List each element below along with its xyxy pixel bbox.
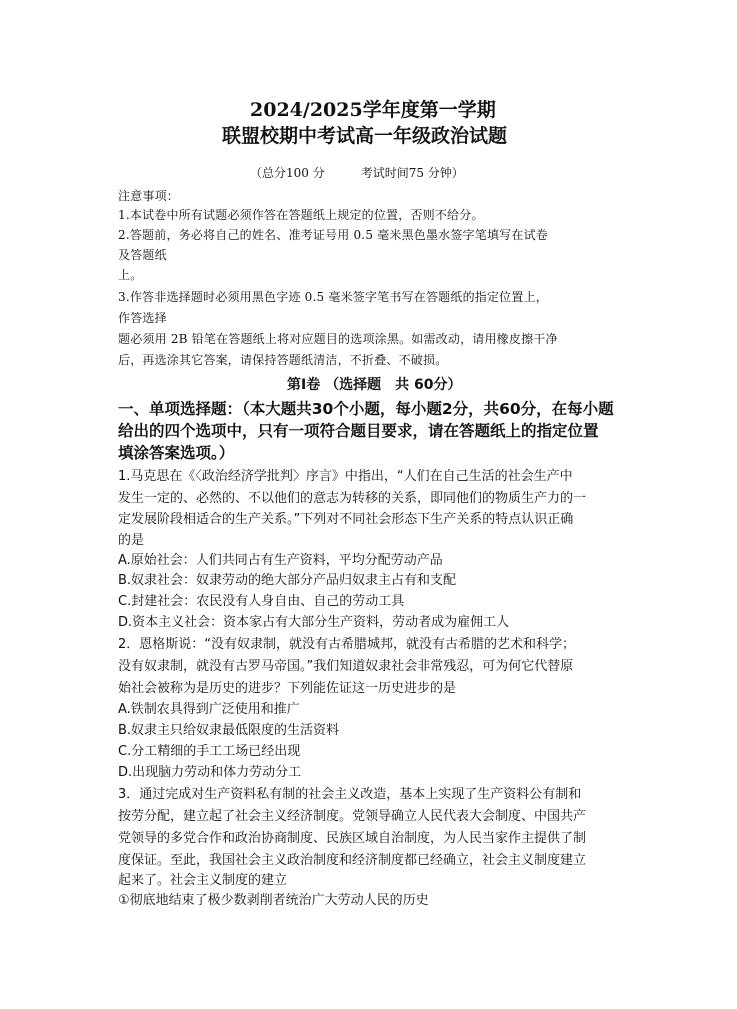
question-3-stem: 3．通过完成对生产资料私有制的社会主义改造，基本上实现了生产资料公有制和 <box>118 787 582 802</box>
exam-title-line2: 联盟校期中考试高一年级政治试题 <box>222 125 508 147</box>
section1-instruction: 给出的四个选项中，只有一项符合题目要求，请在答题纸上的指定位置 <box>118 422 599 440</box>
notice-heading: 注意事项： <box>118 189 180 203</box>
notice-line: 题必须用 2B 铅笔在答题纸上将对应题目的选项涂黑。如需改动，请用橡皮擦干净 <box>118 332 558 346</box>
notice-line: 作答选择 <box>118 311 167 325</box>
question-1-option-a: A.原始社会：人们共同占有生产资料，平均分配劳动产品 <box>118 553 443 568</box>
question-3-item-1: ①彻底地结束了极少数剥削者统治广大劳动人民的历史 <box>118 893 429 908</box>
question-1-option-c: C.封建社会：农民没有人身自由、自己的劳动工具 <box>118 594 405 609</box>
exam-meta: （总分100 分 考试时间75 分钟） <box>250 166 464 180</box>
notice-line: 后，再选涂其它答案，请保持答题纸清洁，不折叠、不破损。 <box>118 353 448 367</box>
question-1-stem: 的是 <box>118 533 145 548</box>
notice-line: 及答题纸 <box>118 248 167 262</box>
exam-title-line1: 2024/2025学年度第一学期 <box>250 99 496 121</box>
section1-instruction: 一、单项选择题：（本大题共30个小题，每小题2分，共60分，在每小题 <box>118 400 614 418</box>
question-1-option-b: B.奴隶社会：奴隶劳动的绝大部分产品归奴隶主占有和支配 <box>118 573 457 588</box>
question-2-option-d: D.出现脑力劳动和体力劳动分工 <box>118 765 302 780</box>
question-2-stem: 没有奴隶制，就没有古罗马帝国。”我们知道奴隶社会非常残忍，可为何它代替原 <box>118 659 574 674</box>
question-2-option-b: B.奴隶主只给奴隶最低限度的生活资料 <box>118 723 340 738</box>
question-2-stem: 2．恩格斯说：“没有奴隶制，就没有古希腊城邦，就没有古希腊的艺术和科学； <box>118 637 576 652</box>
question-2-option-a: A.铁制农具得到广泛使用和推广 <box>118 702 300 717</box>
question-1-stem: 发生一定的、必然的、不以他们的意志为转移的关系，即同他们的物质生产力的一 <box>118 491 587 506</box>
question-2-stem: 始社会被称为是历史的进步？下列能佐证这一历史进步的是 <box>118 681 457 696</box>
notice-line: 3.作答非选择题时必须用黑色字迹 0.5 毫米签字笔书写在答题纸的指定位置上， <box>118 290 548 304</box>
question-3-stem: 度保证。至此，我国社会主义政治制度和经济制度都已经确立，社会主义制度建立 <box>118 853 587 868</box>
notice-line: 上。 <box>118 268 143 282</box>
question-3-stem: 起来了。社会主义制度的建立 <box>118 873 288 888</box>
question-1-stem: 1.马克思在《〈政治经济学批判〉序言》中指出，“人们在自己生活的社会生产中 <box>118 469 573 484</box>
part1-title: 第Ⅰ卷 （选择题 共 60分） <box>287 377 462 393</box>
question-1-option-d: D.资本主义社会：资本家占有大部分生产资料，劳动者成为雇佣工人 <box>118 615 510 630</box>
question-3-stem: 按劳分配，建立起了社会主义经济制度。党领导确立人民代表大会制度、中国共产 <box>118 809 587 824</box>
question-2-option-c: C.分工精细的手工工场已经出现 <box>118 744 301 759</box>
question-3-stem: 党领导的多党合作和政治协商制度、民族区域自治制度，为人民当家作主提供了制 <box>118 831 587 846</box>
question-1-stem: 定发展阶段相适合的生产关系。”下列对不同社会形态下生产关系的特点认识正确 <box>118 512 574 527</box>
notice-line: 2.答题前，务必将自己的姓名、准考证号用 0.5 毫米黑色墨水签字笔填写在试卷 <box>118 228 548 242</box>
section1-instruction: 填涂答案选项。） <box>118 444 235 462</box>
notice-line: 1.本试卷中所有试题必须作答在答题纸上规定的位置，否则不给分。 <box>118 208 484 222</box>
